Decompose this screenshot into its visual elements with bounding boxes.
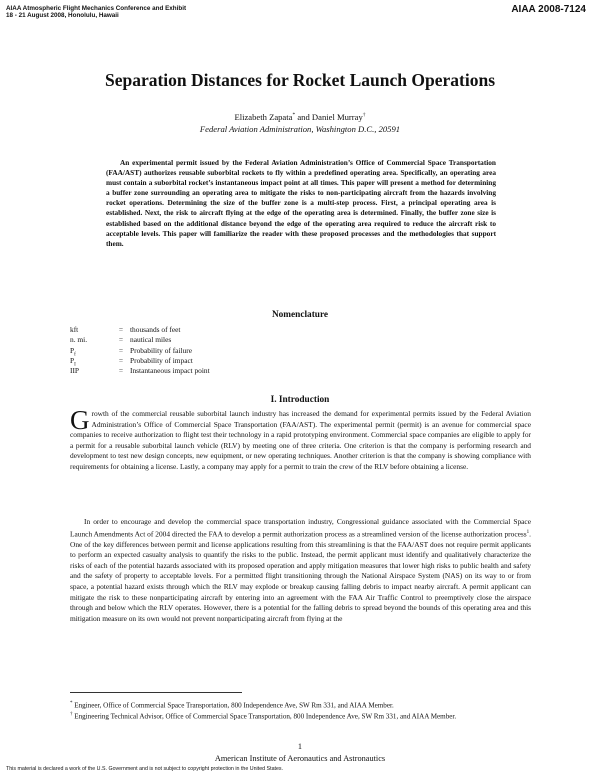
nomenclature-equals: =	[118, 366, 124, 376]
footnote-divider	[70, 692, 242, 693]
conference-header	[6, 5, 186, 20]
paragraph-text-continued: . One of the key differences between permit and license applications resulting from this streamlining is that the FAA/AST does not require permit applicants to perform an expected casualty analysis to quantify the risks to the public. Instead, the permit applicant must identify and qualitatively characterize the risks of each of the potential hazards associated with its proposed operation and apply mitigation measures that lower high risks to public health and safety and the safety of property to acceptable levels. For a permitted flight transitioning through the National Airspace System (NAS) on its way to or from space, a potential hazard exists through which the RLV may explode or breakup causing falling debris to impact nearby aircraft. A permit applicant can mitigate the risk to these nonparticipating aircraft by entering into an agreement with the FAA Air Traffic Control to preemptively close the airspace through and below which the RLV operates. However, there is a potential for the falling debris to spread beyond the bounds of this operating area and this mitigation measure on its own would not prevent nonparticipating aircraft from flying at the	[70, 529, 531, 623]
paragraph-text: rowth of the commercial reusable suborbital launch industry has increased the demand for experimental permits issued by the Federal Aviation Administration’s Office of Commercial Space Transportation (FAA/AST). The experimental permit (permit) is an avenue for commercial space companies to receive authorization to flight test their technology in a rapid prototyping environment. Commercial space companies are eligible to apply for a permit for a reusable suborbital launch vehicle (RLV) by meeting one of three criteria. One criterion is that the company is performing research and development to test new design concepts, new equipment, or new operating techniques. Another criterion is that the company is showing compliance with requirements for obtaining a license. Lastly, a company may apply for a permit to train the crew of the RLV before obtaining a license.	[70, 409, 531, 471]
introduction-paragraph-1	[70, 405, 531, 473]
nomenclature-definition: nautical miles	[130, 335, 172, 345]
nomenclature-symbol: $P_I$	[70, 355, 76, 368]
footnote-mark: †	[70, 712, 73, 717]
nomenclature-symbol: n. mi.	[70, 335, 88, 345]
nomenclature-definition: thousands of feet	[130, 325, 181, 334]
nomenclature-row	[70, 335, 210, 345]
author-2-footnote-mark: †	[362, 112, 366, 119]
copyright-disclaimer: This material is declared a work of the U.S. Government and is not subject to copyright protection in the United States.	[6, 766, 284, 772]
footnote-text: Engineer, Office of Commercial Space Transportation, 800 Independence Ave, SW Rm 331, and AIAA Member.	[72, 701, 394, 710]
reference-mark: 1	[526, 529, 530, 535]
nomenclature-row	[70, 325, 210, 335]
nomenclature-row	[70, 366, 210, 376]
author-affiliation: Federal Aviation Administration, Washington D.C., 20591	[199, 124, 401, 134]
introduction-heading: I. Introduction	[270, 395, 330, 405]
introduction-paragraph-2	[70, 517, 531, 624]
nomenclature-symbol: IIP	[70, 366, 80, 376]
abstract: An experimental permit issued by the Federal Aviation Administration’s Office of Commercial Space Transportation (FAA/AST) authorizes reusable suborbital rockets to fly within a predefined operating area. Specifically, an operating area must contain a suborbital rocket’s instantaneous impact point at all times. This paper will present a method for determining a buffer zone surrounding an operating area to mitigate the risks to non-participating aircraft from the hazards involving rocket operations. Determining the size of the buffer zone is a multi-step process. First, a principal operating area is established. Next, the risk to aircraft flying at the edge of the operating area is determined. Finally, the buffer zone size is established based on the additional distance beyond the edge of the operating area required to reduce the aircraft risk to acceptable levels. This paper will familiarize the reader with these proposed processes and the methodologies that support them.	[106, 158, 496, 248]
author-1: Elizabeth Zapata	[234, 112, 293, 122]
author-conjunction: and	[295, 112, 312, 122]
paper-title: Separation Distances for Rocket Launch Operations	[104, 70, 496, 90]
paragraph-text: In order to encourage and develop the commercial space transportation industry, Congressional guidance associated with the Commercial Space Launch Amendments Act of 2004 directed the FAA to develop a permit authorization process as a streamlined version of the license authorization process	[70, 517, 531, 539]
page-number: 1	[297, 742, 303, 751]
nomenclature-list	[70, 325, 210, 376]
organization-footer: American Institute of Aeronautics and Astronautics	[214, 754, 386, 763]
nomenclature-definition: Probability of impact	[130, 355, 193, 365]
nomenclature-equals: =	[118, 355, 124, 365]
nomenclature-equals: =	[118, 325, 124, 334]
nomenclature-symbol: $P_f$	[70, 345, 76, 358]
conference-dates: 18 - 21 August 2008, Honolulu, Hawaii	[6, 12, 119, 20]
footnote-mark: *	[70, 701, 73, 706]
nomenclature-definition: Probability of failure	[130, 345, 192, 355]
nomenclature-definition: Instantaneous impact point	[130, 366, 210, 376]
footnote-text: Engineering Technical Advisor, Office of Commercial Space Transportation, 800 Independence Ave, SW Rm 331, and AIAA Member.	[72, 712, 457, 721]
conference-name: AIAA Atmospheric Flight Mechanics Conference and Exhibit	[6, 5, 187, 12]
footnote-2	[70, 710, 531, 722]
nomenclature-row	[70, 356, 210, 366]
nomenclature-symbol: kft	[70, 325, 79, 334]
author-1-footnote-mark: *	[292, 112, 296, 119]
paper-number: AIAA 2008-7124	[511, 4, 586, 15]
author-line	[0, 112, 600, 122]
author-2: Daniel Murray	[311, 112, 363, 122]
drop-cap: G	[70, 405, 90, 435]
nomenclature-heading: Nomenclature	[271, 310, 329, 320]
nomenclature-row	[70, 346, 210, 356]
nomenclature-equals: =	[118, 345, 124, 355]
nomenclature-equals: =	[118, 335, 124, 345]
